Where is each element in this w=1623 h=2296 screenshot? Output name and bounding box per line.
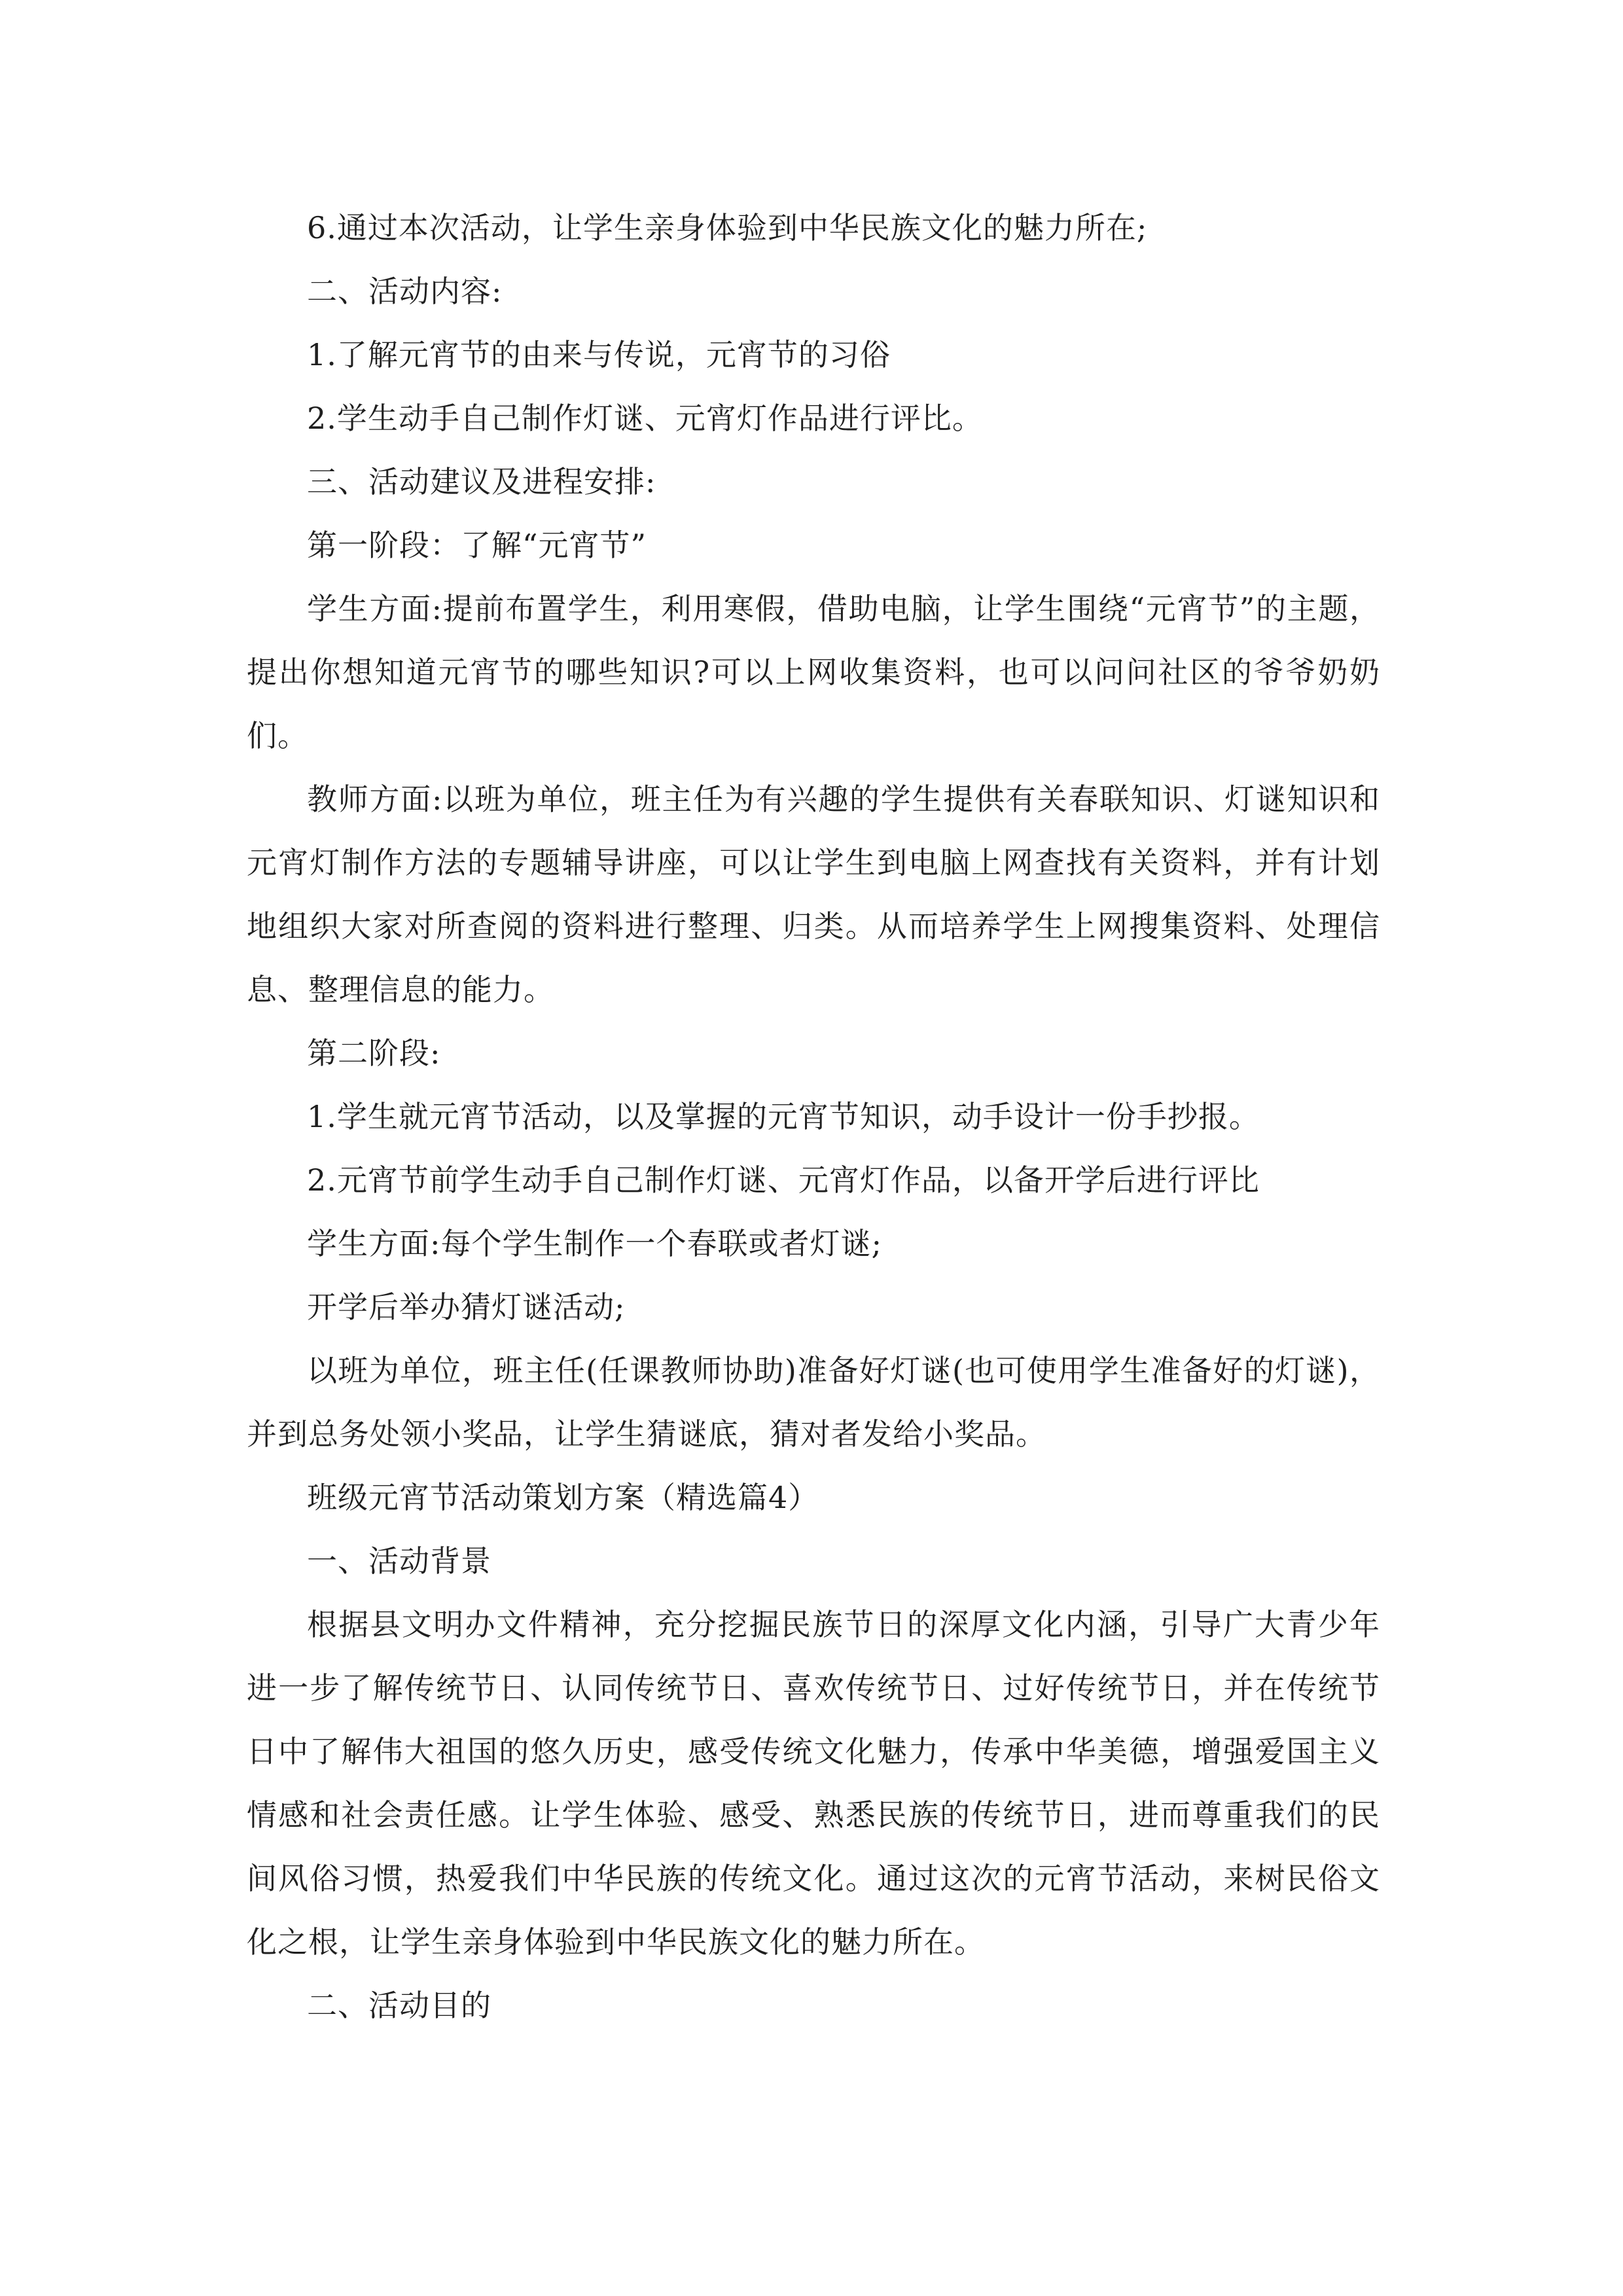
list-item: 1.学生就元宵节活动，以及掌握的元宵节知识，动手设计一份手抄报。 xyxy=(307,1099,1260,1134)
section-heading: 一、活动背景 xyxy=(307,1543,491,1579)
list-item: 1.了解元宵节的由来与传说，元宵节的习俗 xyxy=(307,337,891,372)
paragraph: 学生方面:每个学生制作一个春联或者灯谜; xyxy=(307,1226,882,1261)
section-heading: 三、活动建议及进程安排: xyxy=(307,464,656,499)
article-title: 班级元宵节活动策划方案（精选篇4） xyxy=(307,1480,819,1515)
paragraph: 以班为单位，班主任(任课教师协助)准备好灯谜(也可使用学生准备好的灯谜)，并到总务处领小奖品，让学生猜谜底，猜对者发给小奖品。 xyxy=(247,1353,1380,1452)
section-heading: 二、活动内容: xyxy=(307,274,503,309)
list-item: 2.学生动手自己制作灯谜、元宵灯作品进行评比。 xyxy=(307,401,983,436)
stage-heading: 第一阶段：了解“元宵节” xyxy=(307,528,647,563)
list-item: 2.元宵节前学生动手自己制作灯谜、元宵灯作品，以备开学后进行评比 xyxy=(307,1162,1260,1198)
paragraph: 学生方面:提前布置学生，利用寒假，借助电脑，让学生围绕“元宵节”的主题，提出你想知道元宵节的哪些知识?可以上网收集资料，也可以问问社区的爷爷奶奶们。 xyxy=(247,591,1380,753)
paragraph: 开学后举办猜灯谜活动; xyxy=(307,1289,626,1325)
paragraph: 根据县文明办文件精神，充分挖掘民族节日的深厚文化内涵，引导广大青少年进一步了解传统节日、认同传统节日、喜欢传统节日、过好传统节日，并在传统节日中了解伟大祖国的悠久历史，感受传统文化魅力，传承中华美德，增强爱国主义情感和社会责任感。让学生体验、感受、熟悉民族的传统节日，进而尊重我们的民间风俗习惯，热爱我们中华民族的传统文化。通过这次的元宵节活动，来树民俗文化之根，让学生亲身体验到中华民族文化的魅力所在。 xyxy=(247,1607,1380,1960)
paragraph: 6.通过本次活动，让学生亲身体验到中华民族文化的魅力所在; xyxy=(307,210,1148,245)
section-heading: 二、活动目的 xyxy=(307,1988,491,2023)
paragraph: 教师方面:以班为单位，班主任为有兴趣的学生提供有关春联知识、灯谜知识和元宵灯制作方法的专题辅导讲座，可以让学生到电脑上网查找有关资料，并有计划地组织大家对所查阅的资料进行整理、归类。从而培养学生上网搜集资料、处理信息、整理信息的能力。 xyxy=(247,781,1380,1007)
stage-heading: 第二阶段: xyxy=(307,1035,441,1071)
document-body xyxy=(247,196,1380,2037)
